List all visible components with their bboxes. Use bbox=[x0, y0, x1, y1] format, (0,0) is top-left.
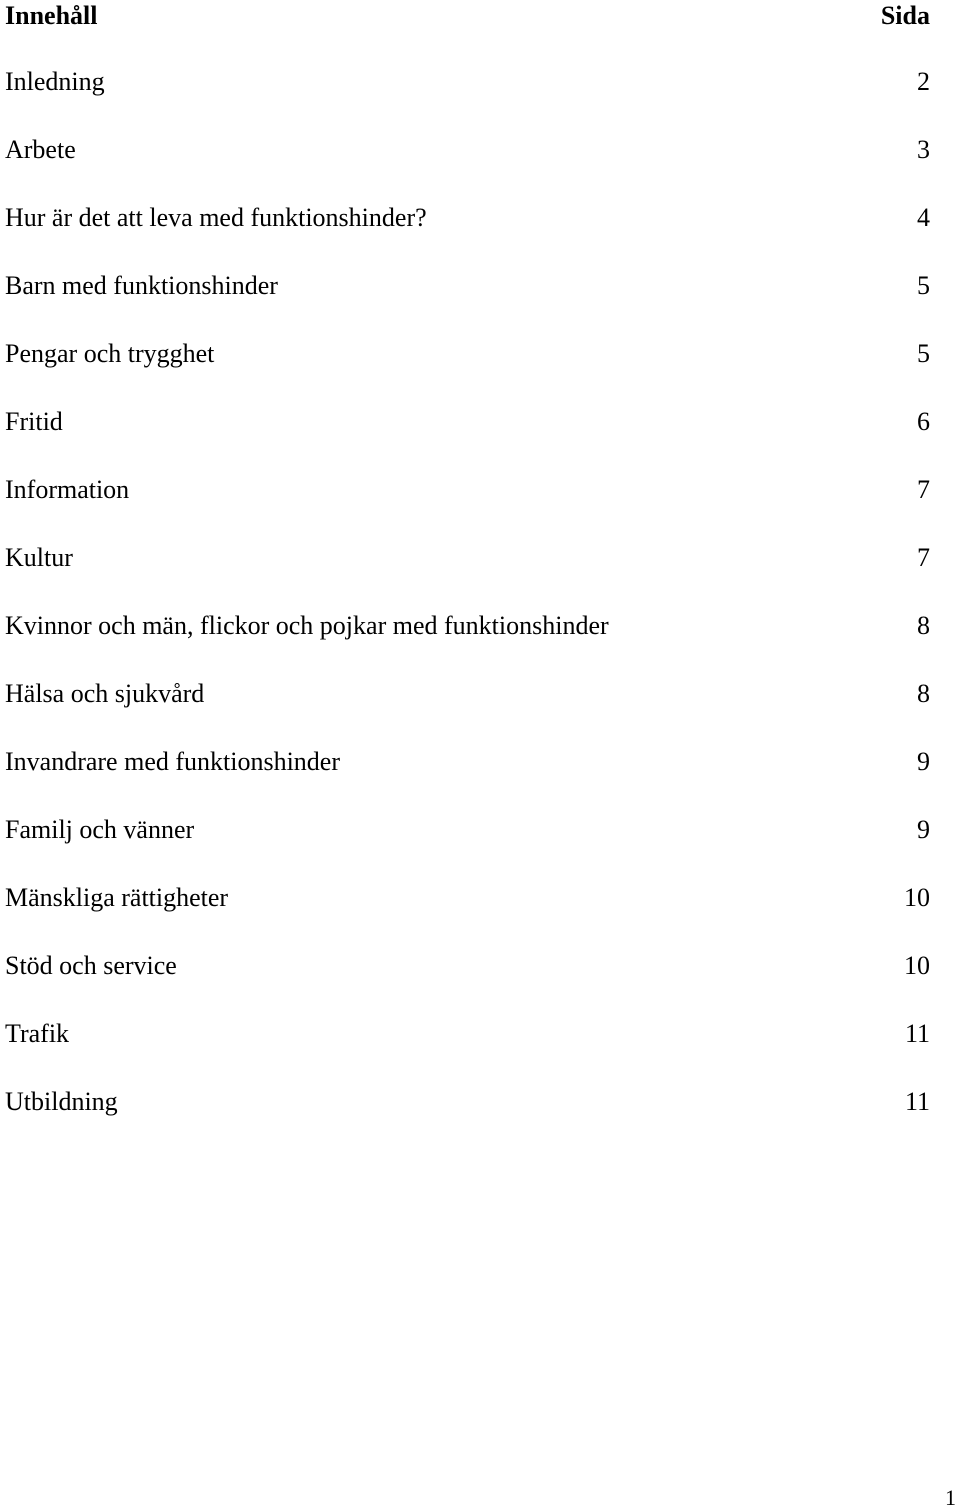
toc-entry bbox=[5, 406, 930, 474]
toc-entry-title: Pengar och trygghet bbox=[5, 339, 215, 368]
toc-entry-page: 9 bbox=[917, 815, 930, 844]
toc-entry bbox=[5, 338, 930, 406]
toc-entry bbox=[5, 134, 930, 202]
toc-entry-page: 8 bbox=[917, 679, 930, 708]
toc-entry-title: Arbete bbox=[5, 135, 76, 164]
toc-entry bbox=[5, 474, 930, 542]
toc-entry bbox=[5, 882, 930, 950]
toc-entry bbox=[5, 814, 930, 882]
toc-entry-page: 11 bbox=[904, 1019, 930, 1048]
toc-entry-page: 5 bbox=[917, 339, 930, 368]
toc-entry-page: 8 bbox=[917, 611, 930, 640]
toc-entry bbox=[5, 1086, 930, 1154]
toc-entry-page: 10 bbox=[904, 951, 930, 980]
toc-entry-page: 6 bbox=[917, 407, 930, 436]
toc-entry bbox=[5, 678, 930, 746]
toc-title: Innehåll bbox=[5, 1, 98, 30]
toc-entry-title: Inledning bbox=[5, 67, 105, 96]
toc-entry-title: Mänskliga rättigheter bbox=[5, 883, 229, 912]
toc-entry-page: 3 bbox=[917, 135, 930, 164]
page-number: 1 bbox=[945, 1485, 956, 1510]
toc-entry-title: Kultur bbox=[5, 543, 73, 572]
toc-entry-page: 5 bbox=[917, 271, 930, 300]
toc-entry-title: Utbildning bbox=[5, 1087, 118, 1116]
toc-entry bbox=[5, 66, 930, 134]
toc-entry bbox=[5, 270, 930, 338]
toc-entry bbox=[5, 610, 930, 678]
toc-entry-title: Hur är det att leva med funktionshinder? bbox=[5, 203, 427, 232]
toc-entry-title: Stöd och service bbox=[5, 951, 177, 980]
toc-entry bbox=[5, 950, 930, 1018]
toc-entry-title: Trafik bbox=[5, 1019, 70, 1048]
toc-entry-title: Barn med funktionshinder bbox=[5, 271, 278, 300]
toc-entry-page: 7 bbox=[917, 475, 930, 504]
toc-entry-title: Familj och vänner bbox=[5, 815, 195, 844]
toc-entry-title: Kvinnor och män, flickor och pojkar med funktionshinder bbox=[5, 611, 609, 640]
toc-header bbox=[5, 0, 930, 32]
toc-entry-title: Information bbox=[5, 475, 130, 504]
toc-entry-title: Fritid bbox=[5, 407, 63, 436]
toc-entry bbox=[5, 542, 930, 610]
toc-entry bbox=[5, 1018, 930, 1086]
toc-entry-title: Invandrare med funktionshinder bbox=[5, 747, 341, 776]
toc-entry-page: 10 bbox=[904, 883, 930, 912]
page-column-heading: Sida bbox=[880, 1, 930, 30]
toc-entry bbox=[5, 746, 930, 814]
toc-entry-page: 11 bbox=[904, 1087, 930, 1116]
toc-list bbox=[5, 66, 930, 1154]
toc-entry-page: 2 bbox=[917, 67, 930, 96]
toc-entry-page: 7 bbox=[917, 543, 930, 572]
toc-entry-page: 9 bbox=[917, 747, 930, 776]
toc-entry bbox=[5, 202, 930, 270]
toc-entry-title: Hälsa och sjukvård bbox=[5, 679, 205, 708]
toc-entry-page: 4 bbox=[917, 203, 930, 232]
